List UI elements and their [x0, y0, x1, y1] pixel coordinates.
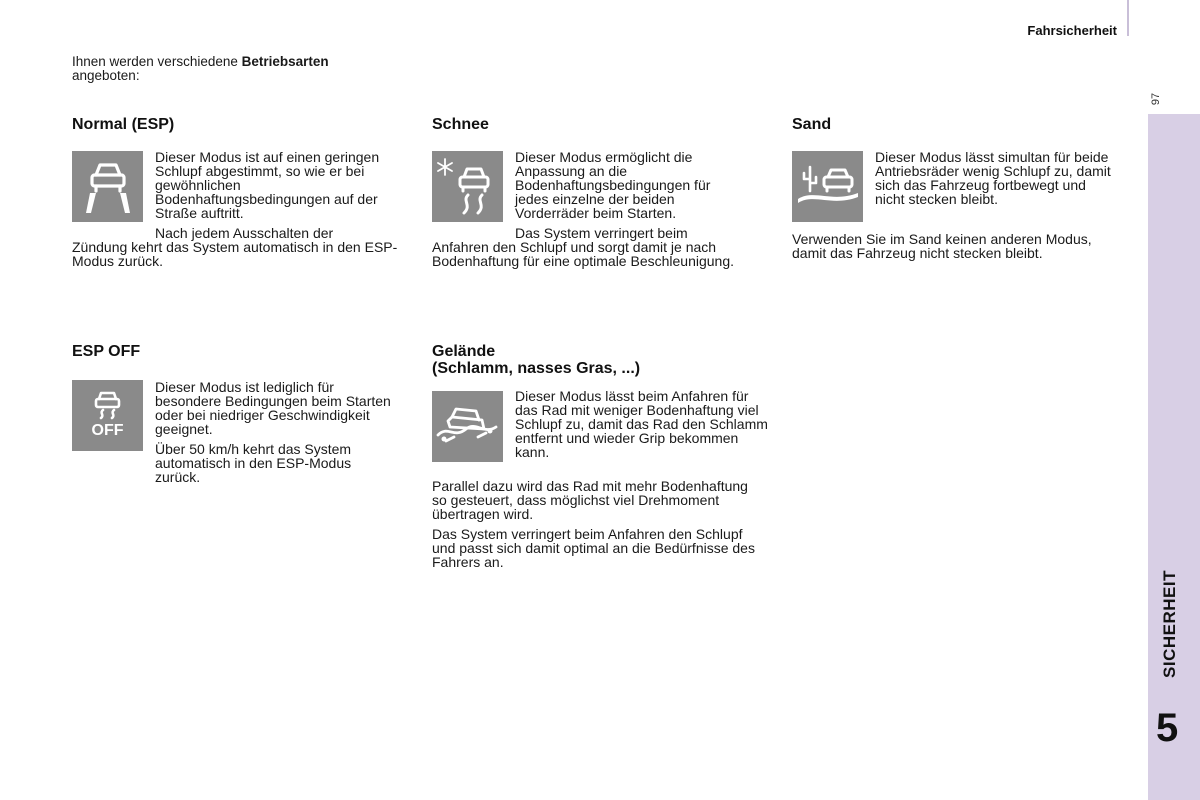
- sand-side-text: [875, 150, 1115, 206]
- sand-car-icon: [792, 151, 863, 222]
- gelaende-side-text: [515, 389, 770, 459]
- section-esp-off: [72, 343, 402, 360]
- section-gelaende: [432, 343, 762, 377]
- sand-description: Dieser Modus lässt simultan für beide Antriebsräder wenig Schlupf zu, damit sich das Fahrzeug fortbewegt und nicht stecken bleibt.: [875, 149, 1111, 207]
- page-header-title: Fahrsicherheit: [1027, 23, 1117, 38]
- chapter-side-tab: [1148, 114, 1200, 800]
- chapter-number: 5: [1156, 706, 1179, 750]
- esp-off-description: Dieser Modus ist lediglich für besondere Bedingungen beim Starten oder bei niedriger Geschwindigkeit geeignet.: [155, 379, 391, 437]
- gelaende-body: [432, 479, 762, 569]
- schnee-description: Dieser Modus ermöglicht die Anpassung an die Bodenhaftungsbedingungen für jedes einzelne der beiden Vorderräder beim Starten.: [515, 149, 711, 221]
- normal-note-start: Nach jedem Ausschalten der: [155, 225, 334, 241]
- section-title: Schnee: [432, 116, 489, 133]
- sand-note: Verwenden Sie im Sand keinen anderen Modus, damit das Fahrzeug nicht stecken bleibt.: [792, 231, 1092, 261]
- intro-text-after: angeboten:: [72, 68, 140, 83]
- intro-text-before: Ihnen werden verschiedene: [72, 54, 242, 69]
- page-number: 97: [1150, 92, 1162, 106]
- esp-off-note: Über 50 km/h kehrt das System automatisch in den ESP-Modus zurück.: [155, 441, 352, 485]
- normal-side-text: [155, 150, 400, 240]
- section-sand: [792, 116, 1122, 133]
- esp-off-side-text: [155, 380, 400, 484]
- esp-off-icon: [72, 380, 143, 451]
- section-title: Normal (ESP): [72, 116, 175, 133]
- section-title: Sand: [792, 116, 832, 133]
- gelaende-paragraph-1: Parallel dazu wird das Rad mit mehr Bodenhaftung so gesteuert, dass möglichst viel Drehmoment übertragen wird.: [432, 478, 748, 522]
- schnee-note-rest: Anfahren den Schlupf und sorgt damit je nach Bodenhaftung für eine optimale Beschleunigung.: [432, 239, 734, 269]
- normal-note-rest: Zündung kehrt das System automatisch in den ESP-Modus zurück.: [72, 239, 398, 269]
- section-title-line2: (Schlamm, nasses Gras, ...): [432, 360, 641, 377]
- chapter-label: SICHERHEIT: [1160, 570, 1179, 678]
- schnee-side-text: [515, 150, 745, 240]
- snow-car-icon: [432, 151, 503, 222]
- section-schnee: [432, 116, 762, 133]
- esp-off-icon-label: OFF: [91, 422, 124, 439]
- intro-paragraph: [72, 55, 422, 83]
- normal-description: Dieser Modus ist auf einen geringen Schlupf abgestimmt, so wie er bei gewöhnlichen Bodenhaftungsbedingungen auf der Straße auftritt.: [155, 149, 380, 221]
- schnee-note-start: Das System verringert beim: [515, 225, 688, 241]
- header-divider: [1127, 0, 1129, 36]
- gelaende-description: Dieser Modus lässt beim Anfahren für das Rad mit weniger Bodenhaftung viel Schlupf zu, damit das Rad den Schlamm entfernt und wieder Grip bekommen kann.: [515, 388, 768, 460]
- car-lane-icon: [72, 151, 143, 222]
- gelaende-paragraph-2: Das System verringert beim Anfahren den Schlupf und passt sich damit optimal an die Bedürfnisse des Fahrers an.: [432, 526, 755, 570]
- section-normal: [72, 116, 402, 133]
- section-title-line1: Gelände: [432, 343, 496, 360]
- intro-bold: Betriebsarten: [241, 54, 329, 69]
- mud-car-icon: [432, 391, 503, 462]
- section-title: ESP OFF: [72, 343, 141, 360]
